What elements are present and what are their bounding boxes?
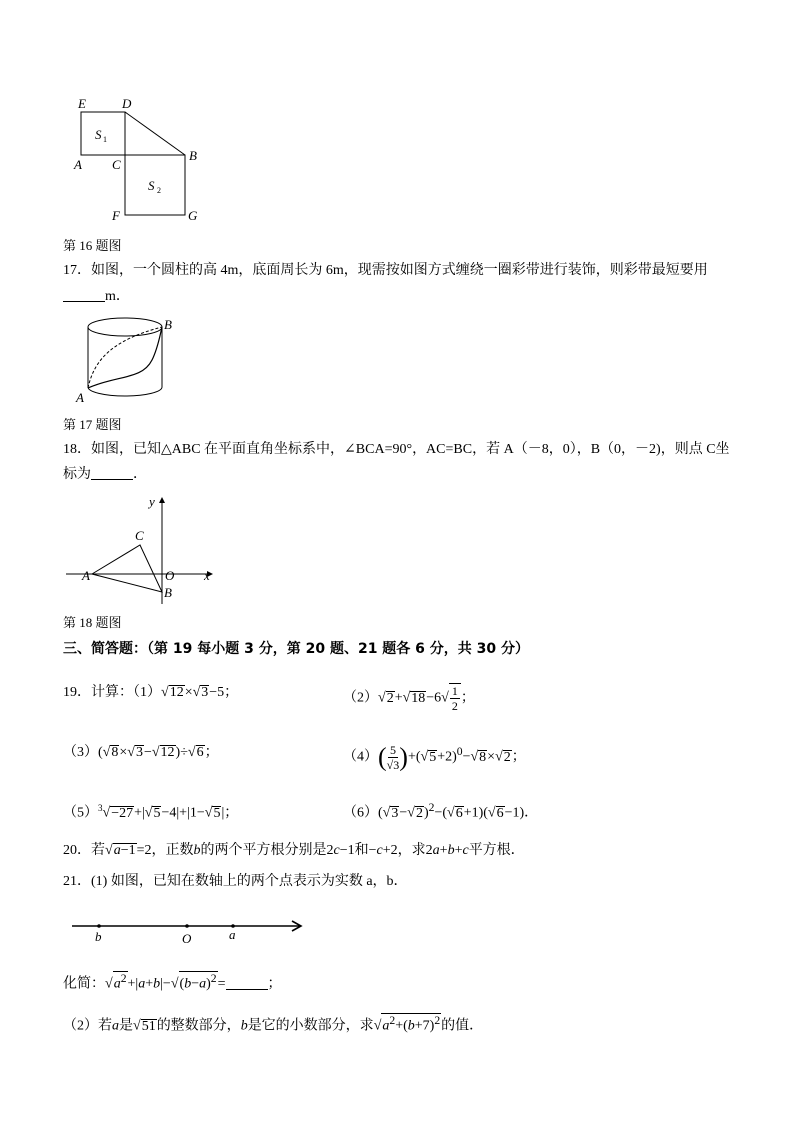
label-f: F: [112, 208, 120, 223]
q19-p2-label: （2）: [343, 690, 378, 706]
q19-p3-label: （3）: [63, 745, 98, 760]
triangle-abc: [92, 545, 162, 592]
label-o: O: [182, 931, 192, 946]
label-s1: S: [95, 127, 102, 142]
q18-answer-line: [63, 465, 147, 485]
square-s1: [81, 112, 125, 155]
label-x: x: [204, 568, 210, 583]
label-g: G: [188, 208, 198, 223]
q19-part6: $(6)(√3-√2)^2-(√6+1)(√6-1)$．: [343, 801, 539, 821]
q21-blank: [226, 975, 268, 990]
q19-prefix: 19．计算：: [63, 685, 133, 700]
q21-simplify: 化简：$√a^2+|a+b|-√(b-a)^2=$ ；: [63, 972, 282, 992]
fig18-caption: 第 18 题图: [63, 615, 122, 630]
label-s2: S: [148, 178, 155, 193]
label-b: B: [164, 585, 172, 600]
number-line: [68, 910, 308, 946]
q21-part2: （2）若a是√51的整数部分，b是它的小数部分，求$√a^2+(b+7)^2$的值．: [63, 1014, 484, 1034]
label-s2-sub: 2: [157, 186, 161, 195]
label-o: O: [165, 568, 175, 583]
q19-part5: $(5)^3√-27+|√5-4|+|1-√5|$；: [63, 803, 239, 821]
q17-text: 17．如图，一个圆柱的高 4m，底面周长为 6m，现需按如图方式缠绕一圈彩带进行装饰，则彩带最短要用: [63, 263, 708, 278]
label-b: b: [95, 929, 102, 944]
q19-part4: （4）( $\frac{5}{√3}$ )$+(√5+2)^0-√8\times√2$；: [343, 742, 526, 772]
point-b: [97, 924, 101, 928]
label-c: C: [112, 157, 121, 172]
q20-mid4: ，求: [397, 843, 426, 858]
q19-p1-label: （1）: [133, 685, 161, 700]
label-y: y: [149, 494, 155, 509]
figure-17-cylinder: [72, 310, 182, 410]
label-s1-sub: 1: [103, 135, 107, 144]
q20-mid: ，正数: [151, 843, 194, 858]
label-a: A: [76, 390, 84, 405]
q19-p4-label: （4）: [343, 749, 378, 765]
q17-blank: [63, 287, 105, 302]
label-a: A: [82, 568, 90, 583]
square-s2: [125, 155, 185, 215]
q18-blank: [91, 465, 133, 480]
q21-part2-mid: 是: [119, 1018, 133, 1034]
figure-16: [70, 92, 210, 227]
q20-text: 20．若√a−1=2，正数b的两个平方根分别是2c−1和−c+2，求2a+b+c平方根．: [63, 843, 525, 858]
fig17-caption: 第 17 题图: [63, 417, 122, 432]
fig16-caption: 第 16 题图: [63, 238, 122, 253]
q20-pre: 20．若: [63, 843, 105, 858]
cylinder-bottom: [88, 387, 162, 396]
q20-mid3: 和: [354, 843, 369, 858]
q18-text: 18．如图，已知△ABC 在平面直角坐标系中，∠BCA=90°，AC=BC，若 A（－8，0），B（0，－2)，则点 C坐: [63, 442, 730, 457]
q17-unit: m．: [105, 289, 130, 304]
q21-part1: 21．(1) 如图，已知在数轴上的两个点表示为实数 a，b．: [63, 874, 408, 889]
label-b: B: [164, 317, 172, 332]
label-d: D: [122, 96, 132, 111]
q18-end: ．: [133, 467, 147, 482]
label-a: A: [74, 157, 82, 172]
segment-db: [125, 112, 185, 155]
q17-answer-line: [63, 287, 130, 307]
q21-part2-mid2: 的整数部分，: [156, 1018, 241, 1034]
q19-p6-label: （6）: [343, 805, 378, 821]
figure-18-coordinate: [62, 492, 222, 607]
q21-part2-pre: （2）若: [63, 1018, 112, 1034]
section3-title: 三、简答题：（第 19 每小题 3 分，第 20 题、21 题各 6 分，共 30 分）: [63, 641, 530, 657]
q20-mid2: 的两个平方根分别是: [200, 843, 327, 858]
q18-text2: 标为: [63, 467, 91, 482]
q19-part3: （3）(√8×√3−√12)÷√6；: [63, 745, 219, 760]
label-b: B: [189, 148, 197, 163]
point-o: [185, 924, 189, 928]
q21-simplify-pre: 化简：: [63, 976, 105, 992]
label-a: a: [229, 927, 236, 942]
label-e: E: [78, 96, 86, 111]
cylinder-top: [88, 318, 162, 336]
q21-part2-end: 的值．: [441, 1018, 484, 1034]
label-c: C: [135, 528, 144, 543]
q21-part2-mid3: 是它的小数部分，求: [247, 1018, 374, 1034]
q19-p5-label: （5）: [63, 805, 98, 821]
q20-end: 平方根．: [468, 843, 525, 858]
q19-part1: 19．计算：（1）√12×√3−5；: [63, 685, 239, 700]
q19-part2: （2）√2+√18−6√ $\frac{1}{2}$ ；: [343, 684, 475, 713]
